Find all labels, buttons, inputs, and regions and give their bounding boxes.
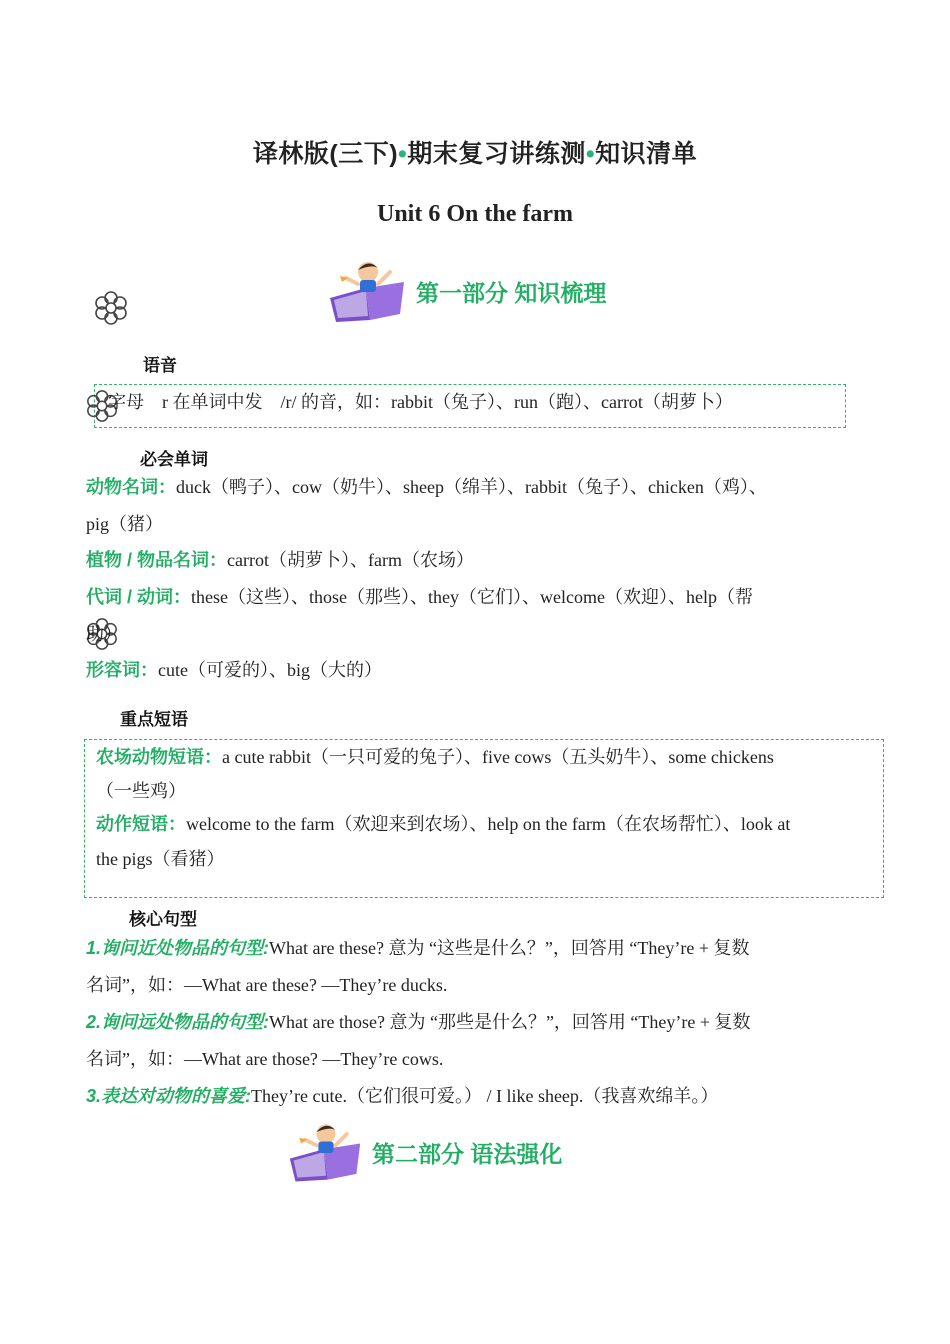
sentence-2-label: 2.询问远处物品的句型:: [86, 1012, 270, 1032]
vocab-animals-text: duck（鸭子）、cow（奶牛）、sheep（绵羊）、rabbit（兔子）、chicken（鸡）、: [176, 477, 767, 497]
phrase-farm: [96, 739, 774, 776]
sentence-2: [86, 1004, 751, 1041]
vocab-pronouns-label: 代词 / 动词：: [86, 587, 192, 607]
title-part2: 期末复习讲练测: [407, 140, 586, 168]
reading-boy-icon: [326, 258, 408, 324]
sentences-heading: 核心句型: [129, 910, 197, 929]
phrases-heading: 重点短语: [120, 710, 188, 729]
sentence-1-label: 1.询问近处物品的句型:: [86, 938, 270, 958]
part1-heading: 第一部分 知识梳理: [416, 279, 607, 306]
phrase-action: [96, 806, 790, 843]
sentence-2-line2: 名词”，如：—What are those? —They’re cows.: [86, 1049, 444, 1069]
title-part1: 译林版(三下): [252, 140, 399, 168]
vocab-plants-text: carrot（胡萝卜）、farm（农场）: [227, 550, 474, 570]
unit-title: Unit 6 On the farm: [377, 201, 573, 227]
pronunciation-heading: 语音: [143, 356, 177, 375]
sentence-2-text: What are those? 意为 “那些是什么？”，回答用 “They’re + 复数: [269, 1012, 751, 1032]
phrase-action-label: 动作短语：: [96, 814, 186, 834]
sentence-1: [86, 930, 750, 967]
phrase-farm-text: a cute rabbit（一只可爱的兔子）、five cows（五头奶牛）、some chickens: [222, 747, 774, 767]
sentence-1-line2: 名词”，如：—What are these? —They’re ducks.: [86, 975, 448, 995]
phrase-action-line2: the pigs（看猪）: [96, 849, 225, 869]
vocab-pronouns-text: these（这些）、those（那些）、they（它们）、welcome（欢迎）、help（帮: [191, 587, 753, 607]
reading-boy-icon: [286, 1120, 364, 1184]
vocab-animals-line2: pig（猪）: [86, 514, 164, 534]
phrase-action-text: welcome to the farm（欢迎来到农场）、help on the farm（在农场帮忙）、look at: [186, 814, 791, 834]
phrase-farm-label: 农场动物短语：: [96, 747, 222, 767]
pronunciation-text: 字母 r 在单词中发 /r/ 的音，如：rabbit（兔子）、run（跑）、carrot（胡萝卜）: [108, 392, 733, 412]
title-separator: •: [585, 140, 596, 168]
vocab-adj-text: cute（可爱的）、big（大的）: [158, 660, 382, 680]
phrase-farm-line2: （一些鸡）: [96, 781, 186, 801]
vocab-animals: [86, 469, 767, 506]
sentence-1-text: What are these? 意为 “这些是什么？”，回答用 “They’re + 复数: [269, 938, 750, 958]
sentence-3-label: 3.表达对动物的喜爱:: [86, 1086, 252, 1106]
part1-header: [326, 258, 606, 324]
part2-header: [286, 1120, 562, 1184]
sentence-3-text: They’re cute.（它们很可爱。） / I like sheep.（我喜欢绵羊。）: [251, 1086, 719, 1106]
vocab-adj-label: 形容词：: [86, 660, 158, 680]
page-title: [0, 134, 950, 170]
part2-heading: 第二部分 语法强化: [372, 1140, 563, 1167]
vocab-pronouns: [86, 579, 753, 616]
vocab-plants-label: 植物 / 物品名词：: [86, 550, 228, 570]
title-separator: •: [398, 140, 408, 168]
flower-icon: [93, 290, 129, 326]
sentence-3: [86, 1078, 718, 1115]
title-part3: 知识清单: [595, 140, 698, 168]
vocabulary-heading: 必会单词: [140, 450, 208, 469]
vocab-plants: [86, 542, 474, 579]
vocab-pronouns-line2: 助）: [86, 624, 122, 644]
vocab-animals-label: 动物名词：: [86, 477, 176, 497]
vocab-adjectives: [86, 652, 382, 689]
